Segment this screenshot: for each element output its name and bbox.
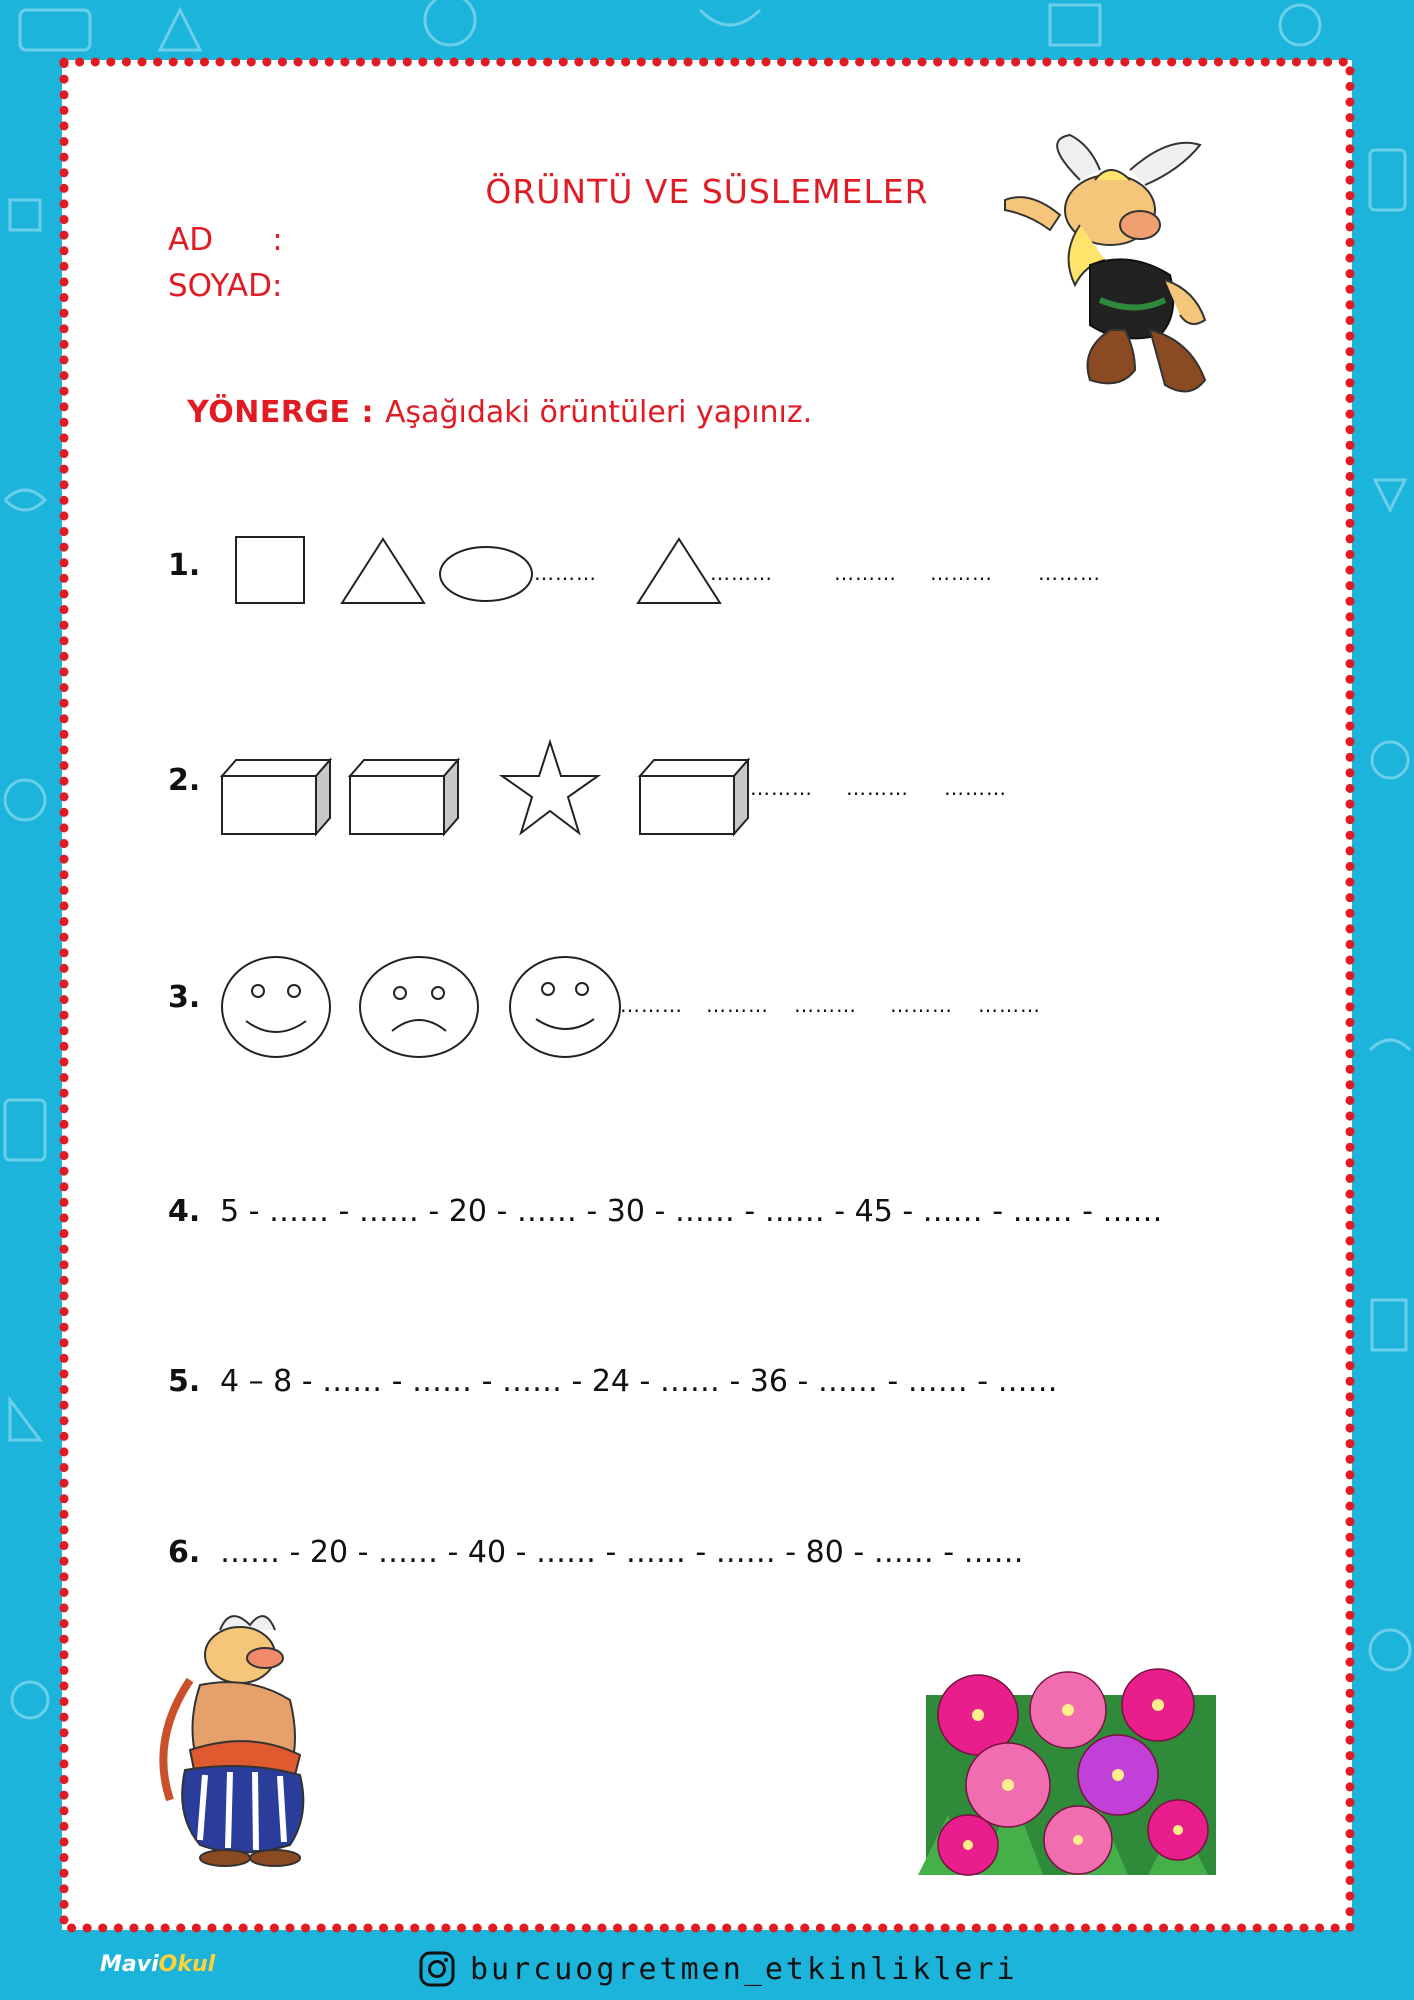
rectangular-prism-shape bbox=[638, 758, 750, 836]
question-2-number: 2. bbox=[168, 763, 201, 798]
question-5-number: 5. bbox=[168, 1364, 201, 1399]
instagram-credit bbox=[418, 1950, 1018, 1988]
blank-line: ……… bbox=[930, 561, 993, 585]
directive bbox=[168, 360, 812, 430]
blank-line: ……… bbox=[706, 993, 769, 1017]
brand-logo bbox=[100, 1952, 215, 1977]
cartoon-character-image bbox=[150, 1610, 340, 1870]
blank-line: ……… bbox=[846, 776, 909, 800]
sad-face-shape bbox=[358, 955, 480, 1059]
happy-face-shape bbox=[508, 955, 622, 1059]
number-sequence: 4 – 8 - …… - …… - …… - 24 - …… - 36 - …… - …… - …… bbox=[220, 1364, 1058, 1399]
question-6-number: 6. bbox=[168, 1535, 201, 1570]
number-sequence: 5 - …… - …… - 20 - …… - 30 - …… - …… - 45 - …… - …… - …… bbox=[220, 1194, 1163, 1229]
surname-field-label: SOYAD: bbox=[168, 268, 283, 304]
rectangular-prism-shape bbox=[220, 758, 332, 836]
instagram-icon bbox=[418, 1950, 456, 1988]
instagram-handle: burcuogretmen_etkinlikleri bbox=[470, 1951, 1018, 1987]
directive-text: Aşağıdaki örüntüleri yapınız. bbox=[384, 395, 813, 430]
happy-face-shape bbox=[220, 955, 332, 1059]
blank-line: ……… bbox=[978, 993, 1041, 1017]
worksheet-title: ÖRÜNTÜ VE SÜSLEMELER bbox=[485, 172, 929, 211]
square-shape bbox=[234, 535, 306, 605]
blank-line: ……… bbox=[890, 993, 953, 1017]
blank-line: ……… bbox=[620, 993, 683, 1017]
rectangular-prism-shape bbox=[348, 758, 460, 836]
directive-label: YÖNERGE : bbox=[187, 395, 385, 430]
brand-logo-part2: Okul bbox=[158, 1952, 216, 1977]
cartoon-character-image bbox=[1000, 130, 1260, 400]
blank-line: ……… bbox=[794, 993, 857, 1017]
star-shape bbox=[500, 740, 600, 836]
number-sequence: …… - 20 - …… - 40 - …… - …… - …… - 80 - …… - …… bbox=[220, 1535, 1024, 1570]
name-field-label: AD : bbox=[168, 222, 283, 258]
blank-line: ……… bbox=[534, 561, 597, 585]
blank-line: ……… bbox=[834, 561, 897, 585]
triangle-shape bbox=[340, 537, 426, 605]
blank-line: ……… bbox=[1038, 561, 1101, 585]
question-1-number: 1. bbox=[168, 548, 201, 583]
question-3-number: 3. bbox=[168, 980, 201, 1015]
blank-line: ……… bbox=[710, 561, 773, 585]
question-4-number: 4. bbox=[168, 1194, 201, 1229]
flowers-image bbox=[918, 1655, 1218, 1875]
brand-logo-part1: Mavi bbox=[100, 1952, 159, 1977]
ellipse-shape bbox=[438, 545, 534, 603]
blank-line: ……… bbox=[944, 776, 1007, 800]
blank-line: ……… bbox=[750, 776, 813, 800]
